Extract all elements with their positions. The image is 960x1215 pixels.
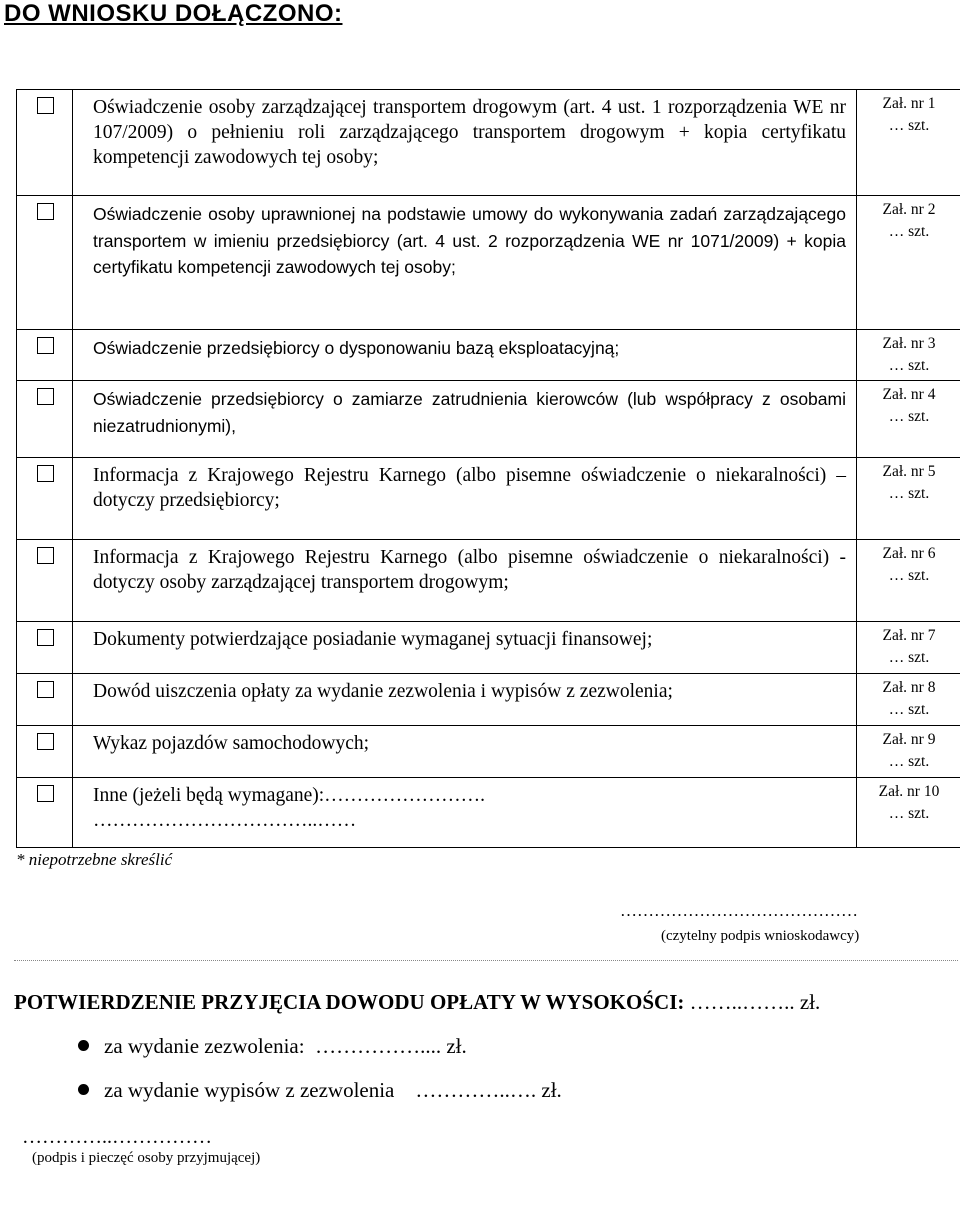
attachment-checkbox[interactable] [37, 733, 54, 750]
attachment-checkbox[interactable] [37, 785, 54, 802]
attachment-row [17, 196, 960, 330]
attachment-row [17, 458, 960, 540]
attachment-row [17, 540, 960, 622]
attachment-count: … szt. [888, 805, 930, 822]
attachment-row [17, 330, 960, 381]
attachment-text: Oświadczenie osoby uprawnionej na podstawie umowy do wykonywania zadań zarządzającego transportem w imieniu przedsiębiorcy (art. 4 ust. 2 rozporządzenia WE nr 1071/2009) + kopia certyfikatu kompetencji zawodowych tej osoby; [93, 204, 846, 277]
attachment-count: … szt. [888, 649, 930, 666]
attachment-count: … szt. [888, 117, 930, 134]
signature-caption: (czytelny podpis wnioskodawcy) [661, 928, 860, 944]
fee-item-amount: …………..…. zł. [415, 1078, 562, 1102]
attachment-number: Zał. nr 3 [882, 335, 936, 352]
attachment-row [17, 674, 960, 726]
bullet-icon [78, 1040, 89, 1051]
attachments-table [16, 89, 960, 848]
bullet-icon [78, 1084, 89, 1095]
attachment-checkbox[interactable] [37, 681, 54, 698]
attachment-number: Zał. nr 1 [882, 95, 936, 112]
receiver-signature-line: …………..…………… [22, 1126, 212, 1148]
attachment-row [17, 381, 960, 458]
receiver-signature-caption: (podpis i pieczęć osoby przyjmującej) [32, 1150, 261, 1166]
attachment-count: … szt. [888, 567, 930, 584]
fee-item-extracts [78, 1078, 562, 1103]
attachment-number: Zał. nr 2 [882, 201, 936, 218]
section-divider [14, 960, 958, 961]
attachment-text: Dokumenty potwierdzające posiadanie wymaganej sytuacji finansowej; [93, 629, 653, 650]
attachment-number: Zał. nr 10 [878, 783, 940, 800]
attachment-number: Zał. nr 7 [882, 627, 936, 644]
attachment-count: … szt. [888, 357, 930, 374]
attachment-count: … szt. [888, 753, 930, 770]
attachment-number: Zał. nr 4 [882, 386, 936, 403]
attachment-checkbox[interactable] [37, 203, 54, 220]
attachment-count: … szt. [888, 223, 930, 240]
attachment-row [17, 90, 960, 196]
attachment-text: Inne (jeżeli będą wymagane):……………………. [93, 785, 486, 806]
fee-item-amount: …………….... zł. [315, 1034, 467, 1058]
attachment-checkbox[interactable] [37, 629, 54, 646]
footnote: * niepotrzebne skreślić [16, 850, 173, 869]
attachment-text-continuation: ……………………………..…… [93, 810, 357, 831]
attachment-text: Oświadczenie osoby zarządzającej transportem drogowym (art. 4 ust. 1 rozporządzenia WE nr 107/2009) o pełnieniu roli zarządzającego transportem drogowym + kopia certyfikatu kompetencji zawodowych tej osoby; [93, 97, 846, 168]
attachment-text: Dowód uiszczenia opłaty za wydanie zezwolenia i wypisów z zezwolenia; [93, 681, 673, 702]
attachment-text: Oświadczenie przedsiębiorcy o dysponowaniu bazą eksploatacyjną; [93, 338, 620, 358]
page-heading: DO WNIOSKU DOŁĄCZONO: [4, 0, 343, 27]
attachment-row [17, 726, 960, 778]
attachment-number: Zał. nr 6 [882, 545, 936, 562]
attachment-text: Informacja z Krajowego Rejestru Karnego (albo pisemne oświadczenie o niekaralności) – dotyczy przedsiębiorcy; [93, 465, 846, 511]
payment-confirmation-amount: ……..…….. zł. [689, 990, 821, 1014]
attachment-count: … szt. [888, 485, 930, 502]
attachment-number: Zał. nr 9 [882, 731, 936, 748]
fee-item-label: za wydanie wypisów z zezwolenia [104, 1078, 395, 1102]
attachment-count: … szt. [888, 408, 930, 425]
payment-confirmation-label: POTWIERDZENIE PRZYJĘCIA DOWODU OPŁATY W WYSOKOŚCI: [14, 990, 685, 1014]
attachment-checkbox[interactable] [37, 465, 54, 482]
attachment-checkbox[interactable] [37, 97, 54, 114]
attachment-text: Oświadczenie przedsiębiorcy o zamiarze zatrudnienia kierowców (lub współpracy z osobami niezatrudnionymi), [93, 389, 846, 436]
signature-line: …………………………………… [620, 901, 858, 920]
attachment-checkbox[interactable] [37, 337, 54, 354]
attachment-text: Wykaz pojazdów samochodowych; [93, 733, 370, 754]
attachment-count: … szt. [888, 701, 930, 718]
fee-item-permit [78, 1034, 467, 1059]
attachment-row [17, 622, 960, 674]
payment-confirmation [14, 990, 820, 1015]
fee-item-label: za wydanie zezwolenia: [104, 1034, 305, 1058]
attachment-row [17, 778, 960, 848]
attachment-number: Zał. nr 8 [882, 679, 936, 696]
attachment-text: Informacja z Krajowego Rejestru Karnego (albo pisemne oświadczenie o niekaralności) - dotyczy osoby zarządzającej transportem drogowym; [93, 547, 846, 593]
attachment-checkbox[interactable] [37, 388, 54, 405]
attachment-checkbox[interactable] [37, 547, 54, 564]
attachment-number: Zał. nr 5 [882, 463, 936, 480]
